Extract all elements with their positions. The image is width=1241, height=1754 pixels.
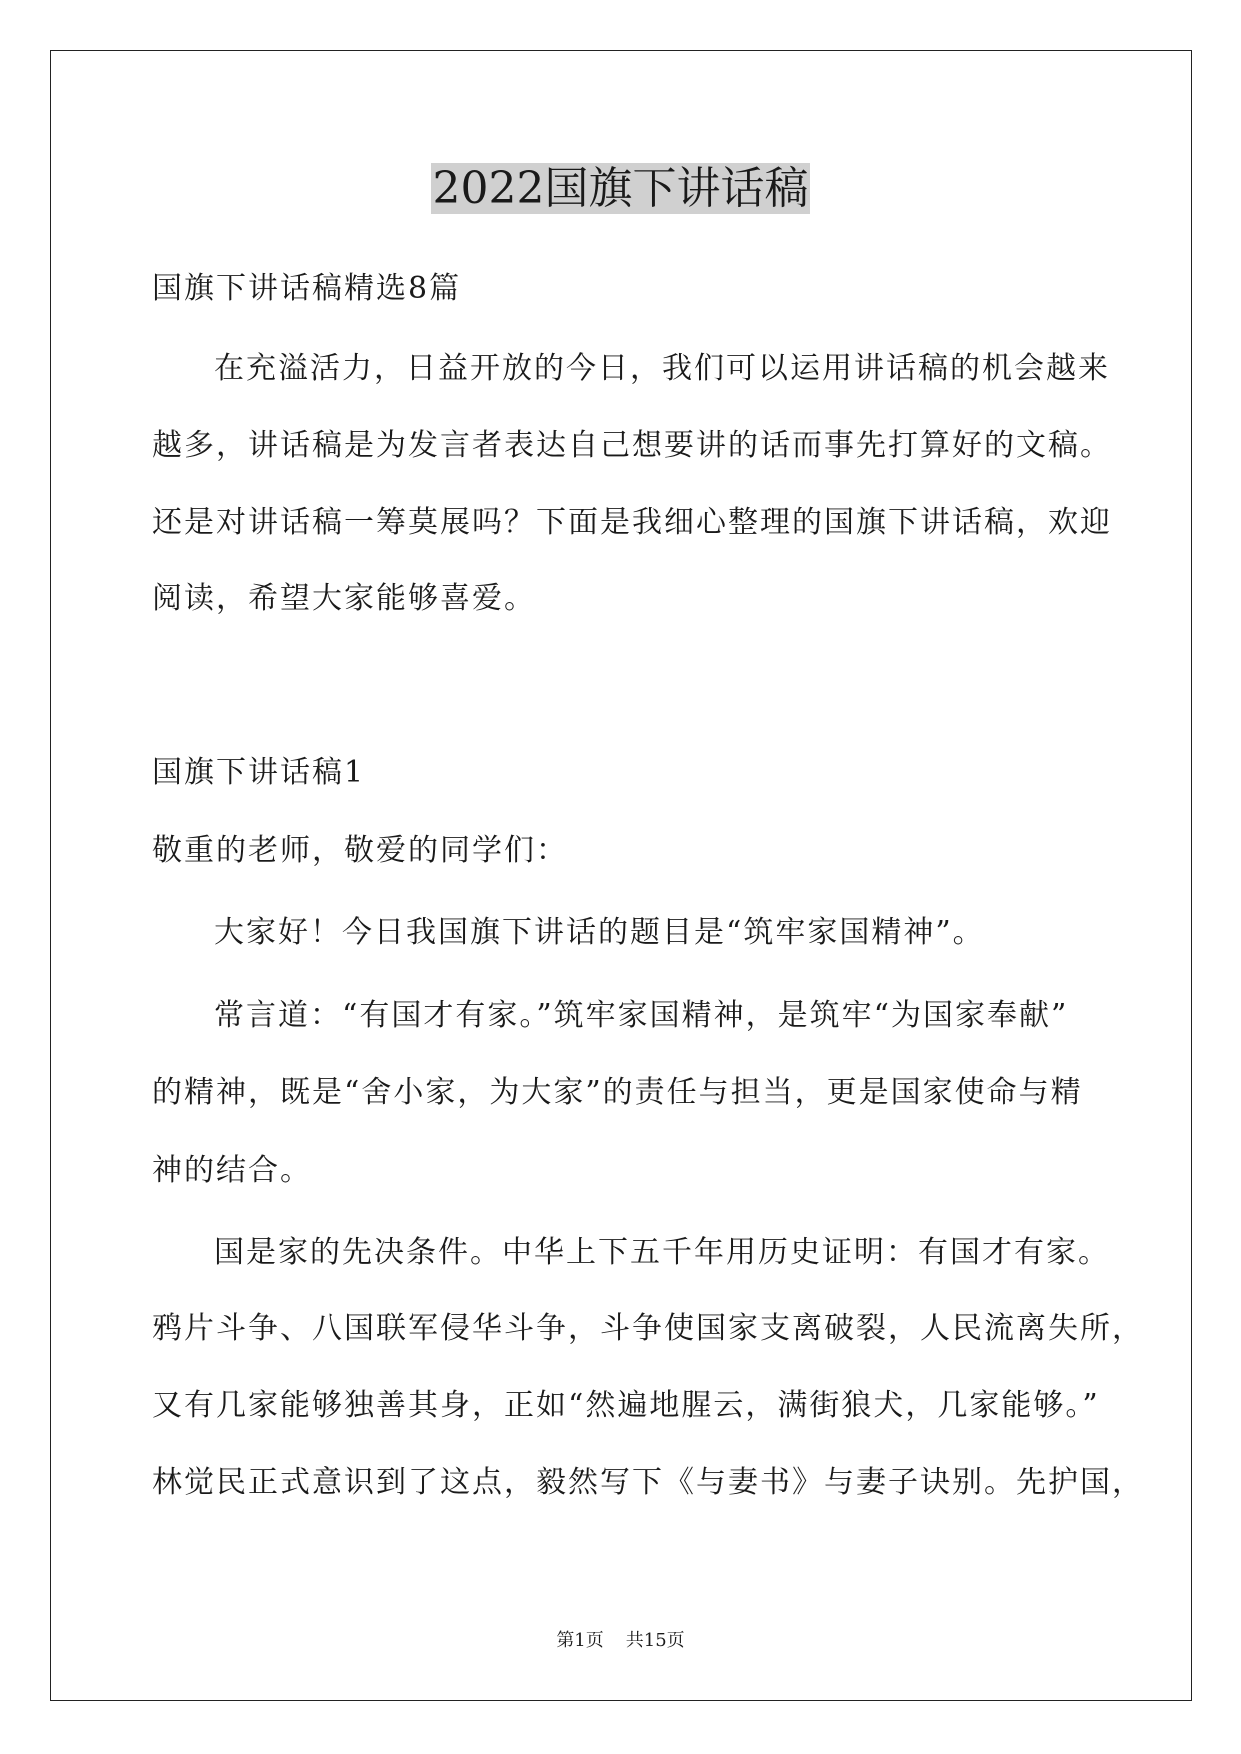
- page-number: 第1页: [556, 1630, 604, 1651]
- paragraph-line: 在充溢活力，日益开放的今日，我们可以运用讲话稿的机会越来: [214, 351, 1110, 386]
- section-heading: 国旗下讲话稿1: [152, 755, 366, 790]
- document-title-text: 2022国旗下讲话稿: [432, 163, 809, 214]
- paragraph-line: 又有几家能够独善其身，正如“然遍地腥云，满街狼犬，几家能够。”: [152, 1388, 1100, 1423]
- paragraph-line: 常言道：“有国才有家。”筑牢家国精神，是筑牢“为国家奉献”: [214, 998, 1069, 1033]
- subtitle: 国旗下讲话稿精选8篇: [152, 271, 462, 306]
- page-total: 共15页: [625, 1630, 685, 1651]
- page-footer: [0, 1629, 1241, 1653]
- paragraph-line: 大家好！今日我国旗下讲话的题目是“筑牢家国精神”。: [214, 915, 985, 950]
- paragraph-line: 神的结合。: [152, 1153, 312, 1188]
- paragraph-line: 鸦片斗争、八国联军侵华斗争，斗争使国家支离破裂，人民流离失所，: [152, 1311, 1144, 1346]
- document-title: [0, 158, 1241, 220]
- paragraph-line: 阅读，希望大家能够喜爱。: [152, 581, 536, 616]
- paragraph-line: 越多，讲话稿是为发言者表达自己想要讲的话而事先打算好的文稿。: [152, 428, 1112, 463]
- salutation: 敬重的老师，敬爱的同学们：: [152, 833, 568, 868]
- paragraph-line: 的精神，既是“舍小家，为大家”的责任与担当，更是国家使命与精: [152, 1075, 1083, 1110]
- paragraph-line: 国是家的先决条件。中华上下五千年用历史证明：有国才有家。: [214, 1235, 1110, 1270]
- paragraph-line: 还是对讲话稿一筹莫展吗？下面是我细心整理的国旗下讲话稿，欢迎: [152, 505, 1112, 540]
- paragraph-line: 林觉民正式意识到了这点，毅然写下《与妻书》与妻子诀别。先护国，: [152, 1465, 1144, 1500]
